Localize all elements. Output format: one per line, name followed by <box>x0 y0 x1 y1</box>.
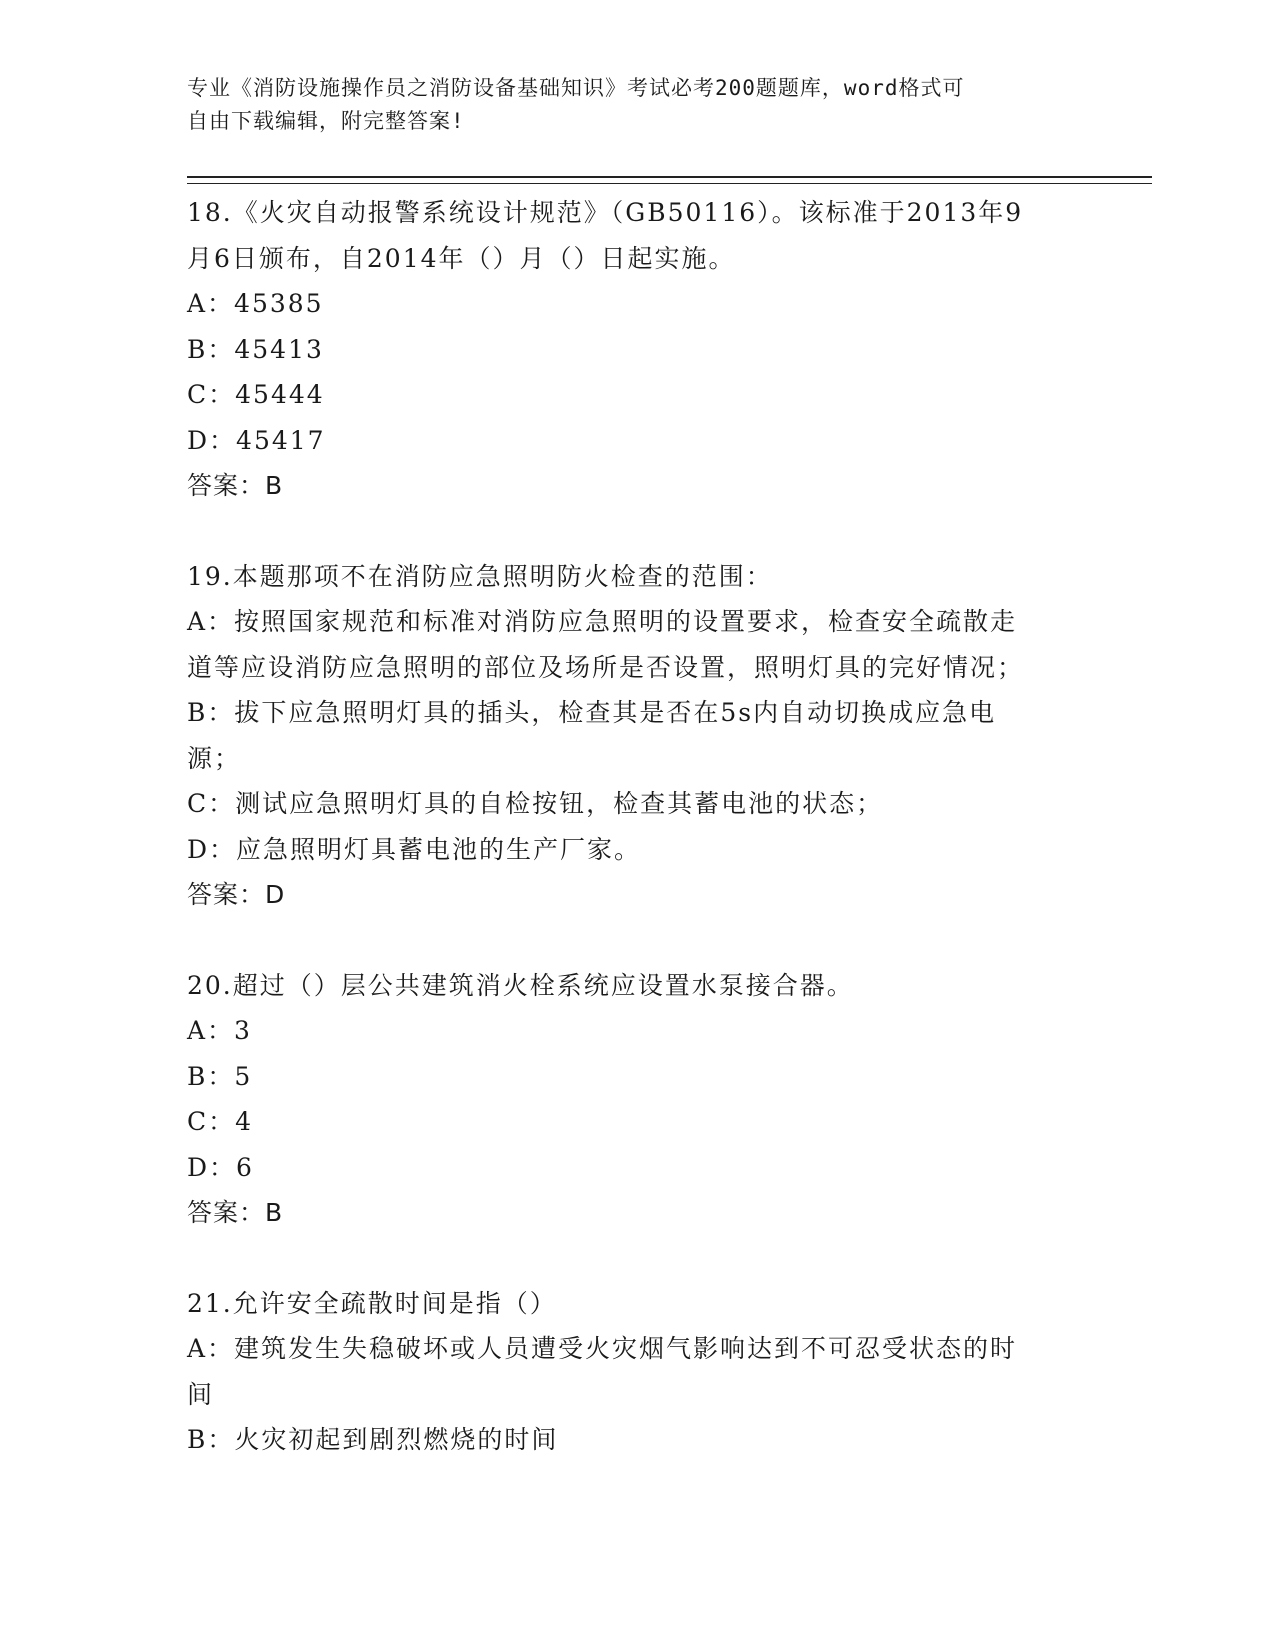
header-line-1: 专业《消防设施操作员之消防设备基础知识》考试必考200题题库，word格式可 <box>187 76 965 100</box>
option-b: B：拔下应急照明灯具的插头，检查其是否在5s内自动切换成应急电 <box>187 698 997 727</box>
option-a-continued: 道等应设消防应急照明的部位及场所是否设置，照明灯具的完好情况； <box>187 652 1025 682</box>
option-b-continued: 源； <box>187 743 242 773</box>
document-header <box>187 72 1067 138</box>
question-stem: 19.本题那项不在消防应急照明防火检查的范围： <box>187 561 773 591</box>
answer: 答案：D <box>187 880 286 909</box>
option-c: C：45444 <box>187 380 325 409</box>
header-divider <box>187 176 1152 184</box>
spacer <box>187 509 1067 554</box>
answer: 答案：B <box>187 471 284 500</box>
spacer <box>187 1236 1067 1281</box>
question-18 <box>187 190 1067 509</box>
header-line-2: 自由下载编辑，附完整答案! <box>187 109 465 133</box>
option-a: A：45385 <box>187 289 324 318</box>
question-stem: 18.《火灾自动报警系统设计规范》（GB50116）。该标准于2013年9 <box>187 198 1024 227</box>
question-21 <box>187 1281 1067 1463</box>
option-a: A：按照国家规范和标准对消防应急照明的设置要求，检查安全疏散走 <box>187 607 1018 636</box>
option-d: D：45417 <box>187 425 326 455</box>
question-stem: 21.允许安全疏散时间是指（） <box>187 1288 557 1318</box>
option-b: B：火灾初起到剧烈燃烧的时间 <box>187 1425 559 1454</box>
option-d: D：应急照明灯具蓄电池的生产厂家。 <box>187 834 642 864</box>
option-b: B：45413 <box>187 334 324 364</box>
question-list <box>187 190 1067 1463</box>
question-stem: 20.超过（）层公共建筑消火栓系统应设置水泵接合器。 <box>187 970 854 1000</box>
option-a-continued: 间 <box>187 1379 215 1409</box>
spacer <box>187 918 1067 963</box>
answer: 答案：B <box>187 1198 284 1227</box>
question-20 <box>187 963 1067 1236</box>
question-stem: 月6日颁布，自2014年（）月（）日起实施。 <box>187 243 736 273</box>
question-19 <box>187 554 1067 918</box>
option-a: A：3 <box>187 1016 252 1045</box>
option-d: D：6 <box>187 1152 254 1182</box>
option-a: A：建筑发生失稳破坏或人员遭受火灾烟气影响达到不可忍受状态的时 <box>187 1334 1018 1363</box>
option-c: C：测试应急照明灯具的自检按钮，检查其蓄电池的状态； <box>187 789 884 818</box>
option-c: C：4 <box>187 1107 254 1136</box>
option-b: B：5 <box>187 1061 253 1091</box>
